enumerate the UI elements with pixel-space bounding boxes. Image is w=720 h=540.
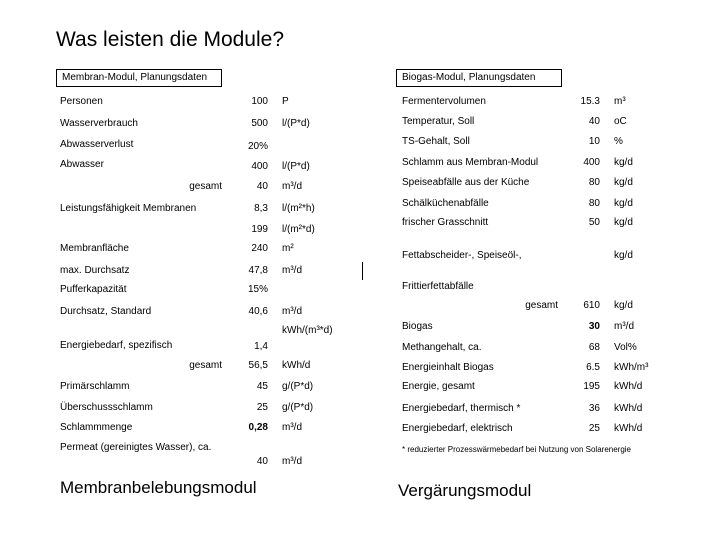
left-value: 15% bbox=[247, 284, 268, 295]
right-unit: kWh/d bbox=[614, 423, 643, 434]
right-label: gesamt bbox=[525, 300, 558, 311]
left-label: Wasserverbrauch bbox=[60, 118, 138, 129]
right-value: 68 bbox=[588, 342, 600, 353]
page-title: Was leisten die Module? bbox=[56, 28, 285, 51]
left-value: 8,3 bbox=[254, 203, 268, 214]
right-label: Fermentervolumen bbox=[402, 96, 486, 107]
right-label: Schlamm aus Membran-Modul bbox=[402, 157, 539, 168]
left-label: Durchsatz, Standard bbox=[60, 306, 152, 317]
left-value: 500 bbox=[251, 118, 268, 129]
left-unit: l/(m²*h) bbox=[282, 203, 315, 214]
left-value: 25 bbox=[256, 402, 268, 413]
right-label: Fettabscheider-, Speiseöl-, bbox=[402, 250, 522, 261]
left-unit: kWh/d bbox=[282, 360, 311, 371]
left-label: max. Durchsatz bbox=[60, 265, 130, 276]
right-label: Temperatur, Soll bbox=[402, 116, 475, 127]
left-value: 400 bbox=[251, 161, 268, 172]
right-value: 40 bbox=[588, 116, 600, 127]
right-unit: m³ bbox=[614, 96, 626, 107]
right-value: 610 bbox=[583, 300, 600, 311]
right-value: 15.3 bbox=[580, 96, 600, 107]
right-value: 10 bbox=[588, 136, 600, 147]
left-unit: kWh/(m³*d) bbox=[282, 325, 333, 336]
right-value: 400 bbox=[583, 157, 600, 168]
right-value: 50 bbox=[588, 217, 600, 228]
left-unit: l/(m²*d) bbox=[282, 224, 315, 235]
left-label: gesamt bbox=[189, 181, 222, 192]
left-label: gesamt bbox=[189, 360, 222, 371]
right-label: Methangehalt, ca. bbox=[402, 342, 482, 353]
left-unit: m³/d bbox=[282, 422, 302, 433]
right-table-header: Biogas-Modul, Planungsdaten bbox=[396, 69, 562, 87]
right-unit: kg/d bbox=[614, 177, 633, 188]
right-value: 80 bbox=[588, 177, 600, 188]
left-label: Permeat (gereinigtes Wasser), ca. bbox=[60, 442, 212, 453]
left-value: 1,4 bbox=[254, 341, 268, 352]
right-label: Biogas bbox=[402, 321, 433, 332]
left-label: Membranfläche bbox=[60, 243, 129, 254]
right-label: Energie, gesamt bbox=[402, 381, 475, 392]
left-label: Pufferkapazität bbox=[60, 284, 127, 295]
right-label: Energieinhalt Biogas bbox=[402, 362, 494, 373]
right-unit: kWh/d bbox=[614, 381, 643, 392]
right-value: 195 bbox=[583, 381, 600, 392]
left-unit: P bbox=[282, 96, 289, 107]
right-label: Energiebedarf, thermisch * bbox=[402, 403, 521, 414]
column-separator bbox=[362, 262, 363, 280]
left-unit: m³/d bbox=[282, 306, 302, 317]
right-value: 30 bbox=[588, 321, 600, 332]
right-value: 6.5 bbox=[586, 362, 600, 373]
right-unit: oC bbox=[614, 116, 627, 127]
right-label: TS-Gehalt, Soll bbox=[402, 136, 470, 147]
right-unit: % bbox=[614, 136, 623, 147]
left-value: 40 bbox=[256, 181, 268, 192]
left-value: 47,8 bbox=[248, 265, 268, 276]
left-label: Personen bbox=[60, 96, 103, 107]
right-value: 36 bbox=[588, 403, 600, 414]
right-unit: kg/d bbox=[614, 250, 633, 261]
left-module-name: Membranbelebungsmodul bbox=[60, 478, 257, 497]
right-unit: m³/d bbox=[614, 321, 634, 332]
left-unit: m² bbox=[282, 243, 294, 254]
left-label: Energiebedarf, spezifisch bbox=[60, 340, 173, 351]
left-label: Primärschlamm bbox=[60, 381, 130, 392]
left-unit: g/(P*d) bbox=[282, 402, 314, 413]
left-value: 0,28 bbox=[248, 422, 268, 433]
left-table-header: Membran-Modul, Planungsdaten bbox=[56, 69, 222, 87]
right-module-name: Vergärungsmodul bbox=[398, 481, 532, 500]
right-label: Energiebedarf, elektrisch bbox=[402, 423, 513, 434]
left-label: Schlammmenge bbox=[60, 422, 133, 433]
left-label: Abwasser bbox=[60, 159, 104, 170]
left-label: Abwasserverlust bbox=[60, 139, 134, 150]
left-value: 199 bbox=[251, 224, 268, 235]
right-label: frischer Grasschnitt bbox=[402, 217, 489, 228]
right-unit: kg/d bbox=[614, 157, 633, 168]
left-value: 40,6 bbox=[248, 306, 268, 317]
left-value: 45 bbox=[256, 381, 268, 392]
left-unit: m³/d bbox=[282, 265, 302, 276]
left-label: Überschussschlamm bbox=[60, 402, 153, 413]
right-unit: kWh/d bbox=[614, 403, 643, 414]
left-unit: g/(P*d) bbox=[282, 381, 314, 392]
right-label: Speiseabfälle aus der Küche bbox=[402, 177, 530, 188]
left-label: Leistungsfähigkeit Membranen bbox=[60, 203, 197, 214]
right-value: 80 bbox=[588, 198, 600, 209]
left-value: 56,5 bbox=[248, 360, 268, 371]
left-unit: l/(P*d) bbox=[282, 118, 310, 129]
left-value: 40 bbox=[256, 456, 268, 467]
right-unit: kg/d bbox=[614, 300, 633, 311]
left-value: 100 bbox=[251, 96, 268, 107]
right-unit: kg/d bbox=[614, 198, 633, 209]
right-unit: kWh/m³ bbox=[614, 362, 649, 373]
right-unit: kg/d bbox=[614, 217, 633, 228]
right-label: Frittierfettabfälle bbox=[402, 281, 474, 292]
right-unit: Vol% bbox=[614, 342, 637, 353]
right-label: Schälküchenabfälle bbox=[402, 198, 489, 209]
footnote: * reduzierter Prozesswärmebedarf bei Nutzung von Solarenergie bbox=[402, 445, 632, 454]
left-value: 240 bbox=[251, 243, 268, 254]
left-unit: m³/d bbox=[282, 181, 302, 192]
left-value: 20% bbox=[247, 141, 268, 152]
left-unit: m³/d bbox=[282, 456, 302, 467]
left-unit: l/(P*d) bbox=[282, 161, 310, 172]
right-value: 25 bbox=[588, 423, 600, 434]
